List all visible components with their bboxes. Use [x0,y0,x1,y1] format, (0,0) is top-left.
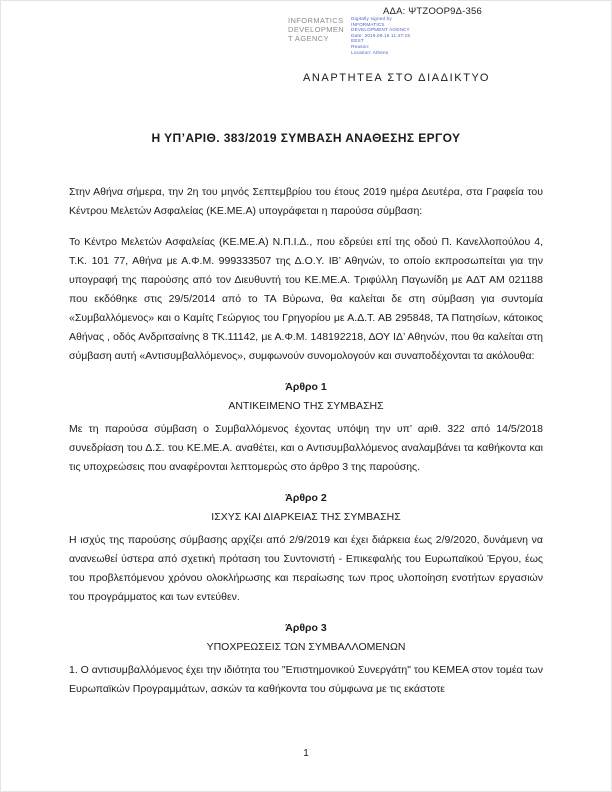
stamp-line: Location: Athens [351,49,389,55]
stamp-line: Date: 2019.09.16 11:47:15 [351,32,411,38]
stamp-line: INFORMATICS [351,21,385,27]
stamp-line: Digitally signed by [351,16,392,21]
stamp-line: Reason: [351,43,370,49]
page-number: 1 [303,748,309,759]
article-1-subheading: ΑΝΤΙΚΕΙΜΕΝΟ ΤΗΣ ΣΥΜΒΑΣΗΣ [228,400,384,412]
article-2-body: Η ισχύς της παρούσης σύμβασης αρχίζει από 2/9/2019 και έχει διάρκεια έως 2/9/2020, δυνάμενη να ανανεωθεί ύστερα από σχετική πρόταση του Συντονιστή - Επικεφαλής του Ευρωπαϊκού Έργου, έως του προβλεπόμενου χρόνου ολοκλήρωσης και περαίωσης των προς υλοποίηση ενοτήτων εργασιών του προγράμματος και των εντεύθεν. [69,534,543,603]
article-3-body: 1. Ο αντισυμβαλλόμενος έχει την ιδιότητα του "Επιστημονικού Συνεργάτη" του ΚΕΜΕΑ στον τομέα των Ευρωπαϊκών Προγραμμάτων, ασκών τα καθήκοντα του σύμφωνα με τις εκάστοτε [69,664,543,695]
ida-agency-text [288,16,344,43]
article-1-body: Με τη παρούσα σύμβαση ο Συμβαλλόμενος έχοντας υπόψη την υπ’ αριθ. 322 από 14/5/2018 συνεδρίαση του Δ.Σ. του ΚΕ.ΜΕ.Α. αναθέτει, και ο Αντισυμβαλλόμενος αναλαμβάνει τα καθήκοντα και τις υποχρεώσεις που αναφέρονται λεπτομερώς στο άρθρο 3 της παρούσης. [69,423,543,473]
stamp-line: DEVELOPMENT AGENCY [351,27,410,33]
document-title: Η ΥΠ’ΑΡΙΘ. 383/2019 ΣΥΜΒΑΣΗ ΑΝΑΘΕΣΗΣ ΕΡΓΟΥ [151,131,461,145]
intro-paragraph-1: Στην Αθήνα σήμερα, την 2η του μηνός Σεπτεμβρίου του έτους 2019 ημέρα Δευτέρα, στα Γραφεία του Κέντρου Μελετών Ασφαλείας (ΚΕ.ΜΕ.Α) υπογράφεται η παρούσα σύμβαση: [69,186,543,217]
article-2-heading: Άρθρο 2 [285,492,327,504]
article-3 [69,619,543,699]
digital-signature-stamp [288,16,410,55]
ada-code: ΑΔΑ: ΨΤΖΟΟΡ9Δ-356 [383,6,482,17]
article-2-subheading: ΙΣΧΥΣ ΚΑΙ ΔΙΑΡΚΕΙΑΣ ΤΗΣ ΣΥΜΒΑΣΗΣ [211,511,401,523]
article-3-heading: Άρθρο 3 [285,622,327,634]
signature-details-text [351,16,410,55]
intro-paragraph-2: Το Κέντρο Μελετών Ασφαλείας (ΚΕ.ΜΕ.Α) Ν.Π.Ι.Δ., που εδρεύει επί της οδού Π. Κανελλοπούλου 4, Τ.Κ. 101 77, Αθήνα με Α.Φ.Μ. 999333507 της Δ.Ο.Υ. ΙΒ’ Αθηνών, το οποίο εκπροσωπείται για την υπογραφή της παρούσης από τον Διευθυντή του ΚΕ.ΜΕ.Α. Τριφύλλη Παγωνίδη με ΑΔΤ ΑΜ 021188 που εκδόθηκε στις 29/5/2014 από το ΤΑ Βύρωνα, θα καλείται δε στη σύμβαση για συντομία «Συμβαλλόμενος» και ο Καμίτς Γεώργιος του Γρηγορίου με Α.Δ.Τ. ΑΒ 295848, ΤΑ Πατησίων, κάτοικος Αθήνας , οδός Ανδριτσαίνης 8 ΤΚ.11142, με Α.Φ.Μ. 148192218, ΔΟΥ ΙΔ’ Αθηνών, που θα καλείται στη σύμβαση αυτή «Αντισυμβαλλόμενος», συμφωνούν συνομολογούν και συναποδέχονται τα ακόλουθα: [69,236,543,362]
stamp-line: DEVELOPMEN [288,25,345,34]
publish-notice: ΑΝΑΡΤΗΤΕΑ ΣΤΟ ΔΙΑΔΙΚΤΥΟ [302,72,490,84]
stamp-line: EEST [351,38,364,44]
document-body [69,183,543,711]
stamp-line: INFORMATICS [288,16,344,25]
article-2 [69,489,543,607]
stamp-line: T AGENCY [288,34,329,43]
article-1-heading: Άρθρο 1 [285,381,327,393]
article-1 [69,378,543,477]
article-3-subheading: ΥΠΟΧΡΕΩΣΕΙΣ ΤΩΝ ΣΥΜΒΑΛΛΟΜΕΝΩΝ [206,641,406,653]
